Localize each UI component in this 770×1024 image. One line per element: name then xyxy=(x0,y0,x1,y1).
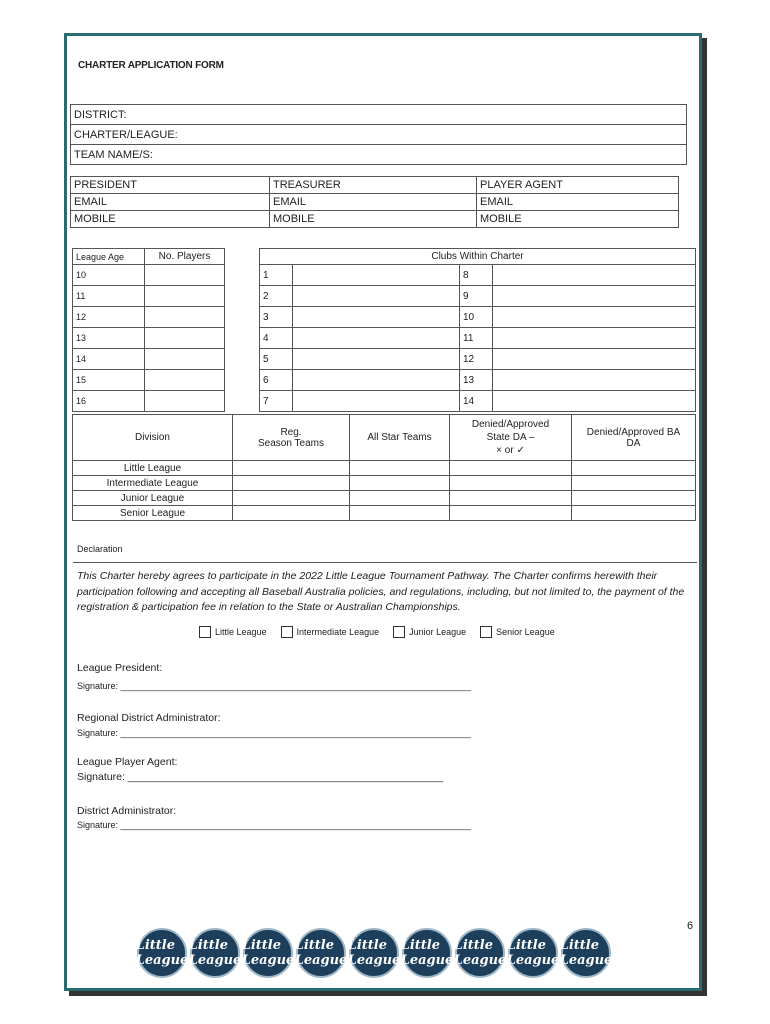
club-num-4: 4 xyxy=(260,328,293,349)
players-16-field[interactable] xyxy=(145,391,225,412)
club-12-field[interactable] xyxy=(493,349,696,370)
club-5-field[interactable] xyxy=(293,349,460,370)
club-num-3: 3 xyxy=(260,307,293,328)
checkbox-little-league[interactable] xyxy=(199,626,267,638)
reg-season-ll-field[interactable] xyxy=(233,461,350,476)
players-15-field[interactable] xyxy=(145,370,225,391)
club-4-field[interactable] xyxy=(293,328,460,349)
club-num-11: 11 xyxy=(460,328,493,349)
reg-season-sl-field[interactable] xyxy=(233,506,350,521)
declaration-divider xyxy=(73,562,697,563)
club-num-6: 6 xyxy=(260,370,293,391)
age-13: 13 xyxy=(73,328,145,349)
division-intermediate-league: Intermediate League xyxy=(73,476,233,491)
state-da-il-field[interactable] xyxy=(450,476,572,491)
league-age-table xyxy=(72,248,225,412)
declaration-label: Declaration xyxy=(77,544,123,554)
district-admin-signature[interactable]: Signature: ______________________________________________________________________ xyxy=(77,820,471,830)
club-3-field[interactable] xyxy=(293,307,460,328)
club-8-field[interactable] xyxy=(493,265,696,286)
little-league-logo: Little League xyxy=(561,928,611,978)
reg-season-jl-field[interactable] xyxy=(233,491,350,506)
club-num-13: 13 xyxy=(460,370,493,391)
president-field[interactable]: PRESIDENT xyxy=(71,177,270,194)
league-president-label: League President: xyxy=(77,662,163,674)
treasurer-field[interactable]: TREASURER xyxy=(270,177,477,194)
district-admin-label: District Administrator: xyxy=(77,805,177,817)
club-9-field[interactable] xyxy=(493,286,696,307)
treasurer-mobile-field[interactable]: MOBILE xyxy=(270,211,477,228)
clubs-header: Clubs Within Charter xyxy=(260,249,696,265)
checkbox-junior-league[interactable] xyxy=(393,626,466,638)
club-num-2: 2 xyxy=(260,286,293,307)
officers-table xyxy=(70,176,679,228)
ba-da-header: Denied/Approved BA DA xyxy=(572,415,696,461)
division-little-league: Little League xyxy=(73,461,233,476)
checkbox-label: Intermediate League xyxy=(296,627,380,637)
district-info-table xyxy=(70,104,687,165)
age-15: 15 xyxy=(73,370,145,391)
club-6-field[interactable] xyxy=(293,370,460,391)
club-10-field[interactable] xyxy=(493,307,696,328)
president-email-field[interactable]: EMAIL xyxy=(71,194,270,211)
ba-da-sl-field[interactable] xyxy=(572,506,696,521)
age-11: 11 xyxy=(73,286,145,307)
team-names-field[interactable]: TEAM NAME/S: xyxy=(71,145,687,165)
state-da-header: Denied/Approved State DA – × or ✓ xyxy=(450,415,572,461)
players-14-field[interactable] xyxy=(145,349,225,370)
league-age-header: League Age xyxy=(73,249,145,265)
little-league-logo: Little League xyxy=(349,928,399,978)
clubs-table xyxy=(259,248,696,412)
checkbox-box[interactable] xyxy=(199,626,211,638)
little-league-logo: Little League xyxy=(296,928,346,978)
player-agent-field[interactable]: PLAYER AGENT xyxy=(477,177,679,194)
club-7-field[interactable] xyxy=(293,391,460,412)
all-star-header: All Star Teams xyxy=(350,415,450,461)
division-header: Division xyxy=(73,415,233,461)
logo-strip xyxy=(137,928,611,978)
no-players-header: No. Players xyxy=(145,249,225,265)
league-president-signature[interactable]: Signature: ______________________________________________________________________ xyxy=(77,681,471,691)
charter-league-field[interactable]: CHARTER/LEAGUE: xyxy=(71,125,687,145)
league-checkboxes xyxy=(199,626,555,638)
club-num-1: 1 xyxy=(260,265,293,286)
player-agent-label: League Player Agent: xyxy=(77,756,178,768)
division-table xyxy=(72,414,696,521)
checkbox-senior-league[interactable] xyxy=(480,626,555,638)
treasurer-email-field[interactable]: EMAIL xyxy=(270,194,477,211)
reg-season-il-field[interactable] xyxy=(233,476,350,491)
club-11-field[interactable] xyxy=(493,328,696,349)
club-2-field[interactable] xyxy=(293,286,460,307)
state-da-sl-field[interactable] xyxy=(450,506,572,521)
declaration-text: This Charter hereby agrees to participate in the 2022 Little League Tournament Pathway. The Charter confirms herewith their participation following and accepting all Baseball Australia policies, and regulations, including, but not limited to, the payment of the registration & participation fee in relation to the State or Australian Championships. xyxy=(77,570,685,613)
players-10-field[interactable] xyxy=(145,265,225,286)
players-13-field[interactable] xyxy=(145,328,225,349)
age-10: 10 xyxy=(73,265,145,286)
form-page xyxy=(64,33,702,991)
checkbox-label: Junior League xyxy=(409,627,467,637)
little-league-logo: Little League xyxy=(190,928,240,978)
little-league-logo: Little League xyxy=(508,928,558,978)
state-da-ll-field[interactable] xyxy=(450,461,572,476)
players-11-field[interactable] xyxy=(145,286,225,307)
checkbox-label: Little League xyxy=(215,627,267,637)
checkbox-box[interactable] xyxy=(393,626,405,638)
all-star-jl-field[interactable] xyxy=(350,491,450,506)
club-num-14: 14 xyxy=(460,391,493,412)
club-13-field[interactable] xyxy=(493,370,696,391)
ba-da-ll-field[interactable] xyxy=(572,461,696,476)
all-star-il-field[interactable] xyxy=(350,476,450,491)
checkbox-label: Senior League xyxy=(496,627,555,637)
player-agent-mobile-field[interactable]: MOBILE xyxy=(477,211,679,228)
checkbox-intermediate-league[interactable] xyxy=(281,626,380,638)
division-senior-league: Senior League xyxy=(73,506,233,521)
club-num-12: 12 xyxy=(460,349,493,370)
little-league-logo: Little League xyxy=(402,928,452,978)
club-num-7: 7 xyxy=(260,391,293,412)
little-league-logo: Little League xyxy=(137,928,187,978)
page-number: 6 xyxy=(687,920,694,932)
reg-season-header: Reg. Season Teams xyxy=(233,415,350,461)
club-num-8: 8 xyxy=(460,265,493,286)
little-league-logo: Little League xyxy=(455,928,505,978)
club-14-field[interactable] xyxy=(493,391,696,412)
district-field[interactable]: DISTRICT: xyxy=(71,105,687,125)
little-league-logo: Little League xyxy=(243,928,293,978)
checkbox-box[interactable] xyxy=(281,626,293,638)
players-12-field[interactable] xyxy=(145,307,225,328)
ba-da-jl-field[interactable] xyxy=(572,491,696,506)
form-title: CHARTER APPLICATION FORM xyxy=(78,60,224,71)
president-mobile-field[interactable]: MOBILE xyxy=(71,211,270,228)
regional-da-label: Regional District Administrator: xyxy=(77,712,221,724)
checkbox-box[interactable] xyxy=(480,626,492,638)
player-agent-signature[interactable]: Signature: ______________________________________________________ xyxy=(77,771,444,783)
club-num-10: 10 xyxy=(460,307,493,328)
age-16: 16 xyxy=(73,391,145,412)
age-12: 12 xyxy=(73,307,145,328)
ba-da-il-field[interactable] xyxy=(572,476,696,491)
club-num-9: 9 xyxy=(460,286,493,307)
age-14: 14 xyxy=(73,349,145,370)
state-da-jl-field[interactable] xyxy=(450,491,572,506)
club-1-field[interactable] xyxy=(293,265,460,286)
division-junior-league: Junior League xyxy=(73,491,233,506)
all-star-sl-field[interactable] xyxy=(350,506,450,521)
all-star-ll-field[interactable] xyxy=(350,461,450,476)
club-num-5: 5 xyxy=(260,349,293,370)
player-agent-email-field[interactable]: EMAIL xyxy=(477,194,679,211)
regional-da-signature[interactable]: Signature: ______________________________________________________________________ xyxy=(77,728,471,738)
